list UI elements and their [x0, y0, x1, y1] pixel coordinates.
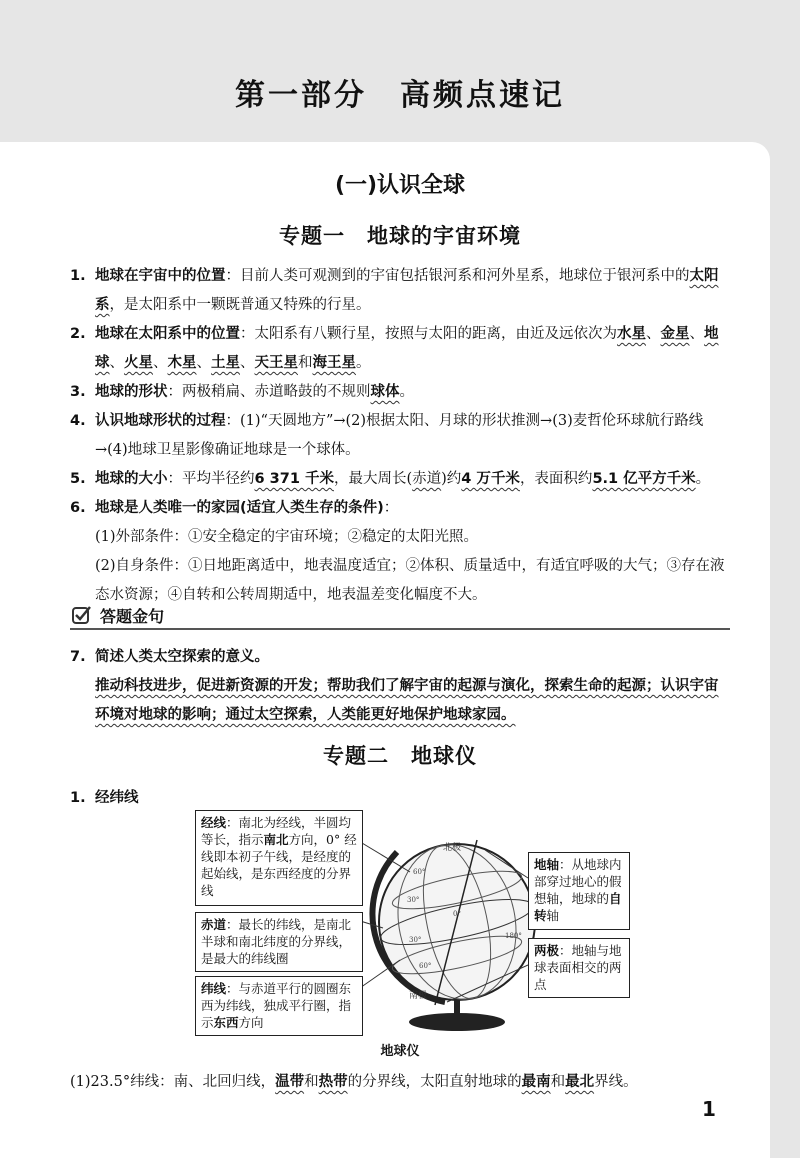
- item-label: 地球在太阳系中的位置: [95, 326, 240, 342]
- item-text: 。: [695, 471, 711, 487]
- line-text: (1)23.5°纬线：南、北回归线，: [70, 1074, 276, 1090]
- item-6: [70, 494, 730, 523]
- item-6-sub-1: (1)外部条件：①安全稳定的宇宙环境；②稳定的太阳光照。: [95, 529, 479, 545]
- parallel-box: [195, 976, 363, 1036]
- item-text: ：平均半径约: [167, 471, 255, 487]
- key-term: 木星: [167, 355, 197, 371]
- item-text: ：(1)“天圆地方”→(2)根据太阳、月球的形状推测→(3)麦哲伦环球航行路线→(4)地球卫星影像确证地球是一个球体。: [95, 413, 704, 458]
- question-7: [70, 643, 730, 730]
- item-number: 3.: [70, 384, 86, 400]
- item-6-sub-2: (2)自身条件：①日地距离适中，地表温度适宜；②体积、质量适中，有适宜呼吸的大气；③存在液态水资源；④自转和公转周期适中，地表温差变化幅度不大。: [95, 558, 725, 603]
- box-text: ：地轴与地球表面相交的两点: [534, 943, 622, 992]
- key-term: 海王星: [312, 355, 356, 371]
- item-label: 认识地球形状的过程: [95, 413, 226, 429]
- line-text: 和: [304, 1074, 319, 1090]
- answer-header-label: 答题金句: [100, 607, 165, 626]
- box-label: 赤道: [201, 917, 227, 932]
- box-label: 经线: [201, 815, 227, 830]
- box-text: ：与赤道平行的圆圈东西为纬线，独成平行圈，指示: [201, 981, 352, 1030]
- line-text: 界线。: [594, 1074, 638, 1090]
- box-text: ：最长的纬线，是南北半球和南北纬度的分界线，是最大的纬线圈: [201, 917, 352, 966]
- topic1-title: 专题一 地球的宇宙环境: [279, 224, 521, 248]
- item-number: 5.: [70, 471, 86, 487]
- item-label: 地球的形状: [95, 384, 168, 400]
- item-number: 2.: [70, 326, 86, 342]
- latitude-line-item: [70, 1068, 730, 1097]
- box-key-term: 南北: [263, 832, 289, 847]
- section-title: (一)认识全球: [334, 173, 466, 198]
- key-term: 太阳系: [95, 268, 719, 313]
- key-term: 赤道: [412, 471, 442, 487]
- check-icon: [72, 605, 92, 625]
- key-term: 水星: [617, 326, 646, 342]
- key-term: 最南: [521, 1074, 551, 1090]
- key-term: 天王星: [254, 355, 298, 371]
- degree-label: 60°: [413, 868, 426, 876]
- line-text: 的分界线，太阳直射地球的: [347, 1074, 522, 1090]
- item-text: )约: [441, 471, 462, 487]
- key-term: 火星: [124, 355, 153, 371]
- key-term: 金星: [660, 326, 690, 342]
- item-4: [70, 407, 730, 465]
- item-label: 地球在宇宙中的位置: [95, 268, 226, 284]
- tropic-line-text: [70, 1068, 730, 1097]
- page-number: 1: [702, 1097, 716, 1121]
- topic2-items: [70, 784, 730, 813]
- item-text: ，表面积约: [519, 471, 593, 487]
- item-2: [70, 320, 730, 378]
- item-1: [70, 262, 730, 320]
- item-number: 1.: [70, 268, 86, 284]
- item-label: 地球是人类唯一的家园(适宜人类生存的条件): [95, 500, 384, 516]
- meridian-box: [195, 810, 363, 906]
- separator: 。: [356, 355, 371, 371]
- globe-item-1: [70, 784, 730, 813]
- item-number: 4.: [70, 413, 86, 429]
- degree-label: 30°: [409, 936, 422, 944]
- topic1-items: [70, 262, 730, 610]
- item-text: ：目前人类可观测到的宇宙包括银河系和河外星系，地球位于银河系中的: [225, 268, 690, 284]
- item-text: ：: [383, 500, 399, 516]
- separator: 、: [153, 355, 168, 371]
- separator: 、: [689, 326, 704, 342]
- axis-box: [528, 852, 630, 930]
- item-label: 经纬线: [95, 790, 139, 806]
- key-term: 地球: [95, 326, 719, 371]
- key-term: 6 371 千米: [254, 471, 334, 487]
- separator: 和: [298, 355, 313, 371]
- item-5: [70, 465, 730, 494]
- box-text: 方向: [238, 1015, 264, 1030]
- separator: 、: [646, 326, 661, 342]
- key-term: 4 万千米: [461, 471, 520, 487]
- box-text: ：从地球内部穿过地心的假想轴，地球的: [534, 857, 622, 906]
- separator: 、: [109, 355, 124, 371]
- poles-box: [528, 938, 630, 998]
- box-text: 轴: [546, 908, 560, 923]
- box-label: 地轴: [534, 857, 560, 872]
- box-label: 纬线: [201, 981, 227, 996]
- answer-text: 推动科技进步，促进新资源的开发；帮助我们了解宇宙的起源与演化，探索生命的起源；认识宇宙环境对地球的影响；通过太空探索，人类能更好地保护地球家园。: [95, 678, 719, 723]
- line-text: 和: [550, 1074, 566, 1090]
- globe-diagram: [195, 810, 630, 1060]
- key-term: 球体: [370, 384, 400, 400]
- item-number: 6.: [70, 500, 86, 516]
- item-text: 。: [399, 384, 414, 400]
- item-number: 7.: [70, 649, 86, 665]
- degree-label: 0°: [453, 910, 461, 918]
- item-text: ：太阳系有八颗行星，按照与太阳的距离，由近及远依次为: [240, 326, 617, 342]
- key-term: 温带: [275, 1074, 305, 1090]
- item-text: ，是太阳系中一颗既普通又特殊的行星。: [109, 297, 371, 313]
- south-pole-label: 南极: [409, 991, 428, 1001]
- question-text: 简述人类太空探索的意义。: [95, 649, 269, 665]
- box-key-term: 东西: [213, 1015, 239, 1030]
- item-label: 地球的大小: [95, 471, 168, 487]
- separator: 、: [240, 355, 255, 371]
- degree-label: 60°: [419, 962, 432, 970]
- box-key-term: 自转: [534, 891, 622, 923]
- item-7: [70, 643, 730, 672]
- item-text: ，最大周长(: [333, 471, 413, 487]
- answer-header: [70, 604, 730, 630]
- key-term: 热带: [318, 1074, 348, 1090]
- item-text: ：两极稍扁、赤道略鼓的不规则: [167, 384, 371, 400]
- part-title: 第一部分 高频点速记: [235, 78, 565, 113]
- box-label: 两极: [534, 943, 560, 958]
- topic2-title: 专题二 地球仪: [323, 744, 477, 768]
- box-text: ：南北为经线，半圆均等长，指示: [201, 815, 352, 847]
- separator: 、: [196, 355, 211, 371]
- item-3: [70, 378, 730, 407]
- north-pole-label: 北极: [443, 843, 462, 853]
- item-number: 1.: [70, 790, 86, 806]
- degree-label: 30°: [407, 896, 420, 904]
- diagram-caption: 地球仪: [380, 1044, 420, 1059]
- equator-box: [195, 912, 363, 972]
- key-term: 土星: [211, 355, 240, 371]
- box-text: 方向，0° 经线即本初子午线，是经度的起始线，是东西经度的分界线: [201, 832, 357, 898]
- key-term: 最北: [565, 1074, 595, 1090]
- key-term: 5.1 亿平方千米: [592, 471, 696, 487]
- degree-label: 180°: [505, 932, 522, 940]
